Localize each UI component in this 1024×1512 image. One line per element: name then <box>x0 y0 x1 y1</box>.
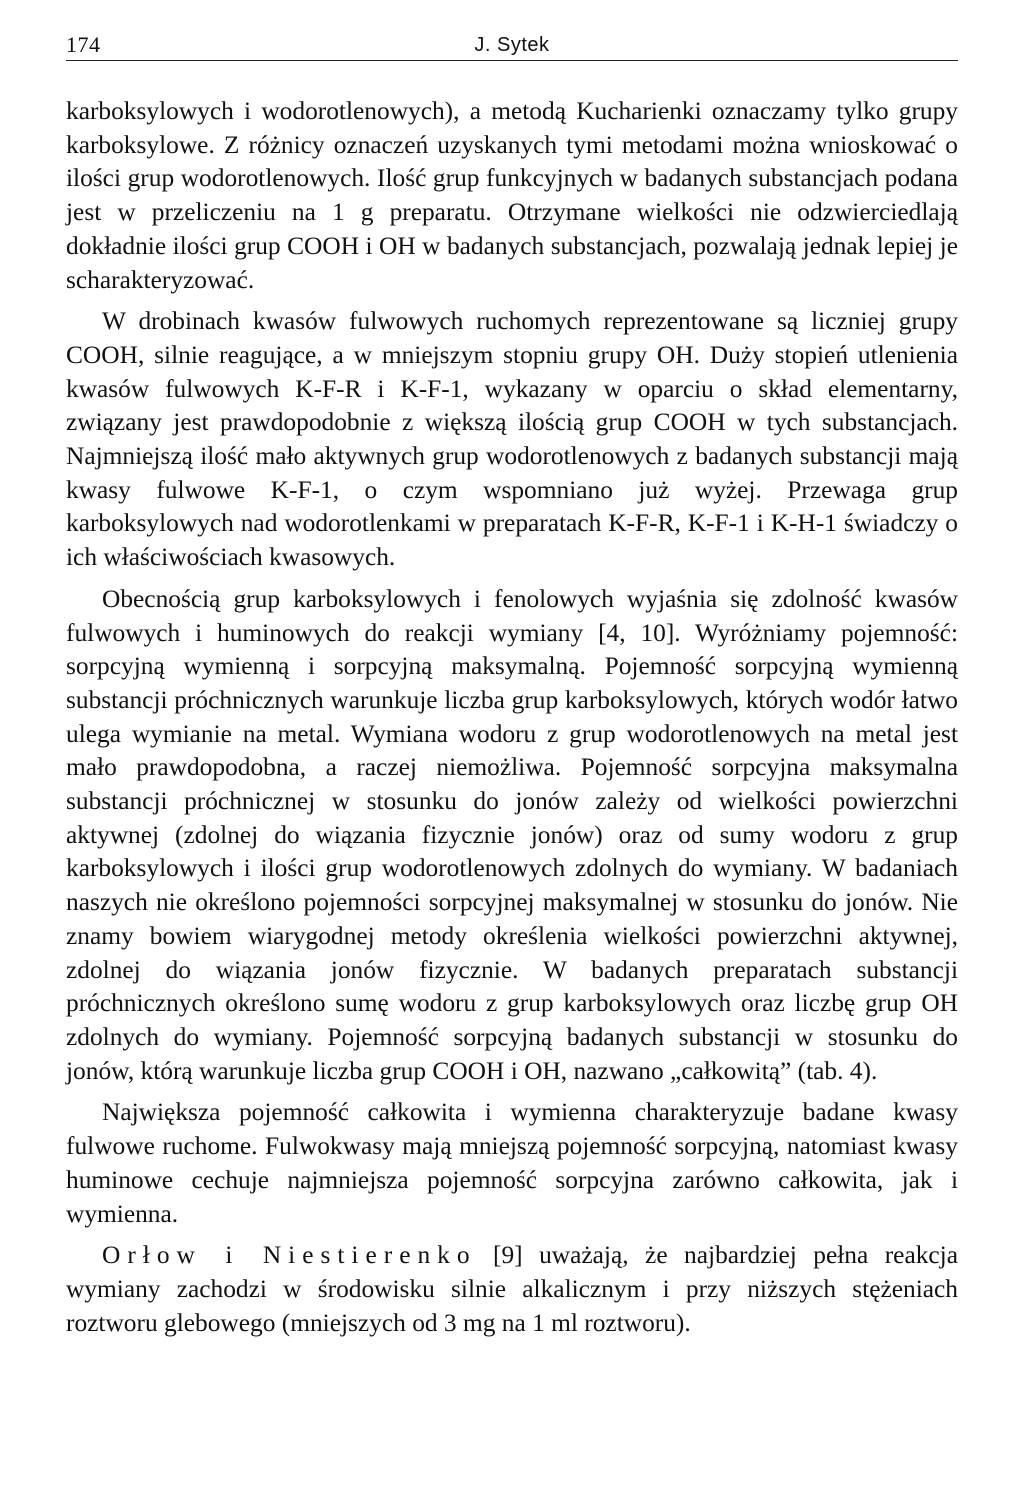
paragraph-5-text: [9] uważają, że najbardziej pełna reakcja wymiany zachodzi w środowisku silnie alkalicznym i przy niższych stężeniach roztworu glebowego (mniejszych od 3 mg na 1 ml roztworu). <box>66 1241 959 1337</box>
body-text <box>66 95 958 1340</box>
paragraph-2: W drobinach kwasów fulwowych ruchomych reprezentowane są liczniej grupy COOH, silnie reagujące, a w mniejszym stopniu grupy OH. Duży stopień utlenienia kwasów fulwowych K-F-R i K-F-1, wykazany w oparciu o skład elementarny, związany jest prawdopodobnie z większą ilością grup COOH w tych substancjach. Najmniejszą ilość mało aktywnych grup wodorotlenowych z badanych substancji mają kwasy fulwowe K-F-1, o czym wspomniano już wyżej. Przewaga grup karboksylowych nad wodorotlenkami w preparatach K-F-R, K-F-1 i K-H-1 świadczy o ich właściwościach kwasowych. <box>66 307 958 572</box>
paragraph-3: Obecnością grup karboksylowych i fenolowych wyjaśnia się zdolność kwasów fulwowych i huminowych do reakcji wymiany [4, 10]. Wyróżniamy pojemność: sorpcyjną wymienną i sorpcyjną maksymalną. Pojemność sorpcyjną wymienną substancji próchnicznych warunkuje liczba grup karboksylowych, których wodór łatwo ulega wymianie na metal. Wymiana wodoru z grup wodorotlenowych na metal jest mało prawdopodobna, a raczej niemożliwa. Pojemność sorpcyjna maksymalna substancji próchnicznej w stosunku do jonów zależy od wielkości powierzchni aktywnej (zdolnej do wiązania fizycznie jonów) oraz od sumy wodoru z grup karboksylowych i ilości grup wodorotlenowych zdolnych do wymiany. W badaniach naszych nie określono pojemności sorpcyjnej maksymalnej w stosunku do jonów. Nie znamy bowiem wiarygodnej metody określenia wielkości powierzchni aktywnej, zdolnej do wiązania jonów fizycznie. W badanych preparatach substancji próchnicznych określono sumę wodoru z grup karboksylowych oraz liczbę grup OH zdolnych do wymiany. Pojemność sorpcyjną badanych substancji w stosunku do jonów, którą warunkuje liczba grup COOH i OH, nazwano „całkowitą” (tab. 4). <box>66 584 958 1085</box>
running-head-author: J. Sytek <box>474 34 550 56</box>
paragraph-5 <box>66 1239 958 1340</box>
cited-authors: Orłow i Niestierenko <box>102 1241 477 1270</box>
page <box>66 28 958 1348</box>
paragraph-1: karboksylowych i wodorotlenowych), a metodą Kucharienki oznaczamy tylko grupy karboksylowe. Z różnicy oznaczeń uzyskanych tymi metodami można wnioskować o ilości grup wodorotlenowych. Ilość grup funkcyjnych w badanych substancjach podana jest w przeliczeniu na 1 g preparatu. Otrzymane wielkości nie odzwierciedlają dokładnie ilości grup COOH i OH w badanych substancjach, pozwalają jednak lepiej je scharakteryzować. <box>66 97 958 294</box>
running-head <box>66 28 958 61</box>
page-number: 174 <box>66 32 101 57</box>
paragraph-4: Największa pojemność całkowita i wymienna charakteryzuje badane kwasy fulwowe ruchome. Fulwokwasy mają mniejszą pojemność sorpcyjną, natomiast kwasy huminowe cechuje najmniejsza pojemność sorpcyjna zarówno całkowita, jak i wymienna. <box>66 1098 958 1228</box>
